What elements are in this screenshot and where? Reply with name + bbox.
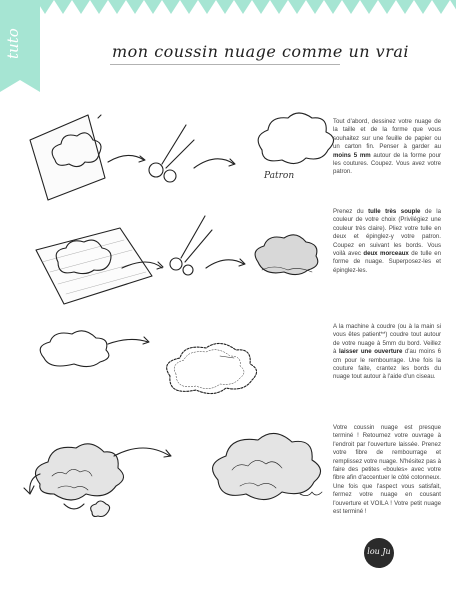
arrow-3: [108, 339, 148, 344]
finished-cloud-illustration: [213, 433, 322, 499]
step-2-text: Prenez du tulle très souple de la couleur de votre choix (Privilégiez une couleur très claire). Pliez votre tulle en deux et épinglez-y votre patron. Coupez en suivant les bords. Vous voilà avec deux morceaux de tulle en forme de nuage. Superposez-les et épinglez-les.: [333, 208, 441, 274]
arrow-2b: [206, 260, 244, 268]
step-1-text: Tout d'abord, dessinez votre nuage de la taille et de la forme que vous souhaitez sur une feuille de papier ou un carton fin. Penser à garder au moins 5 mm autour de la forme pour les coutures. Coupez. Vous avez votre patron.: [333, 118, 441, 176]
step-3-text: A la machine à coudre (ou à la main si vous êtes patient**) coudre tout autour de votre nuage à 5mm du bord. Veillez à laisser une ouverture d'au moins 6 cm pour le rembourrage. Une fois la couture faite, crantez les bords du nuage tout autour à l'aide d'un ciseau.: [333, 323, 441, 381]
tulle-cloud-pieces-illustration: [255, 235, 318, 275]
step3-cloud-outline-illustration: [40, 331, 109, 367]
step2-tulle-illustration: [36, 228, 152, 304]
page-title: mon coussin nuage comme un vrai: [112, 42, 409, 61]
patron-label: Patron: [264, 171, 295, 181]
scissors-1-icon: [149, 125, 194, 182]
cloud-pattern-illustration: [258, 113, 333, 164]
brand-logo-text: lou Ju: [367, 547, 391, 556]
arrow-4: [114, 448, 170, 456]
scissors-2-icon: [170, 216, 212, 275]
brand-logo: [364, 538, 394, 568]
arrow-1b: [194, 159, 234, 168]
arrow-1a: [108, 155, 144, 162]
stuffing-ball-icon: [91, 501, 110, 517]
stuffed-cloud-step4-illustration: [24, 444, 124, 509]
ribbon-label: tuto: [4, 28, 22, 60]
step1-paper-illustration: [30, 115, 105, 200]
sewn-cloud-illustration: [167, 343, 257, 393]
step-4-text: Votre coussin nuage est presque terminé ! Retournez votre ouvrage à l'endroit par l'ouverture laissée. Prenez votre fibre de rembourrage et remplissez votre nuage. N'hésitez pas à faire des petites «boules» avec votre fibre afin d'accentuer le côté cotonneux. Une fois que l'aspect vous satisfait, fermez votre nuage en cousant l'ouverture et VOILA ! Votre petit nuage est terminé !: [333, 424, 441, 516]
